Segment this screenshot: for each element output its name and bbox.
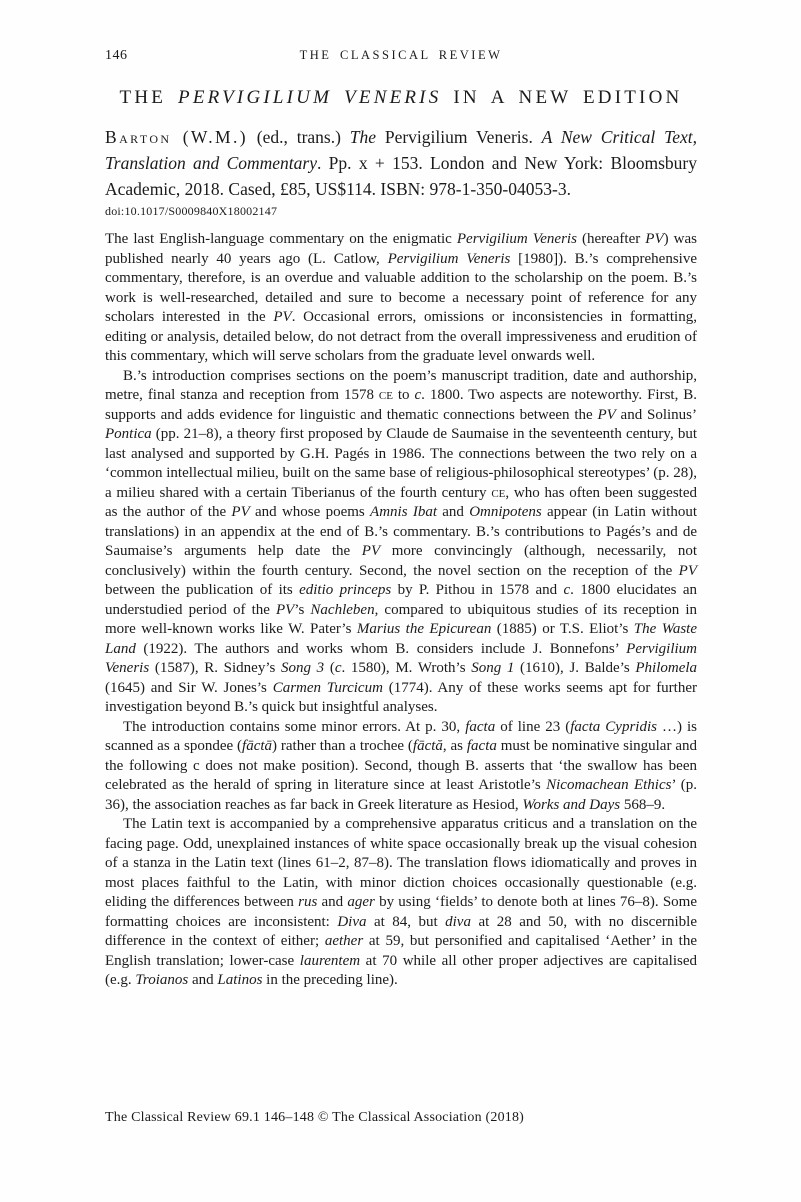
plain-text: and whose poems <box>249 504 371 520</box>
plain-text: ( <box>324 660 335 676</box>
italic-text: Amnis Ibat <box>370 504 437 520</box>
italic-text: Nicomachean Ethics <box>546 777 672 793</box>
plain-text: ’ (p. 36), the association reaches as far back in Greek literature as Hesiod, <box>105 777 697 813</box>
plain-text: …) is scanned as a spondee ( <box>105 718 697 754</box>
plain-text: of line 23 ( <box>495 718 571 735</box>
italic-text: PV <box>645 231 664 247</box>
page-footer <box>105 1110 524 1126</box>
italic-text: ager <box>347 894 375 910</box>
plain-text: , who has often been suggested as the author of the <box>105 484 697 520</box>
review-title <box>105 87 697 109</box>
plain-text: B.’s introduction comprises sections on the poem’s manuscript tradition, date and authorship, metre, final stanza and reception from 1578 <box>105 367 697 403</box>
page-header <box>105 48 697 66</box>
italic-text: editio princeps <box>299 582 392 598</box>
italic-text: Nachleben <box>310 601 375 618</box>
plain-text: (1885) or T.S. Eliot’s <box>491 621 634 637</box>
italic-text: facta <box>465 718 496 735</box>
plain-text: . 1580), M. Wroth’s <box>341 660 472 676</box>
italic-text: PV <box>275 601 295 618</box>
paragraph <box>105 718 697 816</box>
italic-text: Latinos <box>217 972 263 988</box>
italic-text: The <box>349 127 377 147</box>
italic-text: Omnipotens <box>469 504 542 520</box>
italic-text: fāctā <box>242 738 273 754</box>
plain-text: The Latin text is accompanied by a comprehensive apparatus criticus and a translation on the facing page. Odd, unexplained instances of white space occasionally break up the visual cohesion of a stanza in the Latin text (lines 61–2, 87–8). The translation flows idiomatically and proves in most places faithful to the Latin, with minor diction choices occasionally questionable (e.g. eliding the differences between <box>105 816 697 910</box>
italic-text: Diva <box>337 913 367 930</box>
plain-text: to <box>392 387 415 403</box>
smallcaps-text: ce <box>491 484 506 501</box>
italic-text: aether <box>324 933 364 949</box>
plain-text: ) rather than a trochee ( <box>272 738 413 754</box>
page-content <box>105 48 697 991</box>
plain-text: (hereafter <box>576 231 646 247</box>
plain-text: (1922). The authors and works whom B. considers include J. Bonnefons’ <box>135 640 627 657</box>
italic-text: A New Critical Text, Translation and Commentary <box>105 127 697 173</box>
italic-text: PV <box>361 543 381 559</box>
plain-text: ) was published nearly 40 years ago (L. Catlow, <box>105 231 697 267</box>
italic-text: Carmen Turcicum <box>272 679 383 696</box>
plain-text: at 59, but personified and capitalised ‘Aether’ in the English translation; lower-case <box>105 933 697 969</box>
italic-text: Pervigilium Veneris <box>456 231 577 247</box>
plain-text: in the preceding line). <box>262 972 398 988</box>
plain-text: IN A NEW EDITION <box>441 87 683 108</box>
imprint-text: The Classical Review 69.1 146–148 © The Classical Association (2018) <box>105 1110 525 1125</box>
italic-text: PERVIGILIUM VENERIS <box>178 87 442 108</box>
italic-text: rus <box>298 894 318 910</box>
italic-text: facta <box>466 738 497 754</box>
plain-text: (1587), R. Sidney’s <box>149 660 281 676</box>
plain-text: [1980]). B.’s comprehensive commentary, therefore, is an overdue and valuable addition to the scholarship on the poem. B.’s work is well-researched, detailed and sure to become a necessary point of reference for any scholars interested in the <box>105 250 697 325</box>
plain-text: by P. Pithou in 1578 and <box>391 582 564 598</box>
paragraph <box>105 230 697 367</box>
plain-text: . Occasional errors, omissions or inconsistencies in formatting, editing or analysis, detailed below, do not detract from the overall impressiveness and erudition of this commentary, which will serve scholars from the graduate level onwards well. <box>105 309 697 364</box>
italic-text: facta Cypridis <box>570 718 657 735</box>
italic-text: Pontica <box>105 426 152 442</box>
italic-text: Song 3 <box>281 660 325 676</box>
plain-text: The introduction contains some minor errors. At p. 30, <box>123 718 466 735</box>
plain-text: and <box>317 894 348 910</box>
plain-text: . Pp. x + 153. London and New York: Bloomsbury Academic, 2018. Cased, £85, US$114. ISBN: 978-1-350-04053-3. <box>105 153 697 199</box>
italic-text: diva <box>445 913 471 930</box>
plain-text: 568–9. <box>620 796 666 813</box>
italic-text: c <box>414 387 422 403</box>
plain-text: . 1800 elucidates an understudied period of the <box>105 582 697 618</box>
plain-text: (pp. 21–8), a theory first proposed by Claude de Saumaise in the seventeenth century, but last analysed and supported by G.H. Pagés in 1986. The connections between the two rely on a ‘common intellectual milieu, built on the same base of religious-philosophical stereotypes’ (p. 28), a milieu shared with a certain Tiberianus of the fourth century <box>105 426 697 501</box>
plain-text: , compared to ubiquitous studies of its reception in more well-known works like W. Pater’s <box>105 601 697 637</box>
italic-text: c <box>563 582 571 598</box>
paragraph <box>105 815 697 991</box>
italic-text: PV <box>597 406 616 423</box>
italic-text: Pervigilium Veneris <box>105 640 697 676</box>
plain-text: THE <box>119 87 179 108</box>
plain-text: must be nominative singular and the following c does not make position). Second, though B. asserts that ‘the swallow has been celebrated as the herald of spring in literature since at least Aristotle’s <box>105 738 697 793</box>
italic-text: PV <box>231 504 250 520</box>
plain-text: , as <box>442 738 467 754</box>
plain-text: at 70 while all other proper adjectives are capitalised (e.g. <box>105 952 698 988</box>
italic-text: The Waste Land <box>105 621 698 657</box>
plain-text: . 1800. Two aspects are noteworthy. First, B. supports and adds evidence for linguistic and thematic connections between the <box>105 387 697 423</box>
plain-text: more convincingly (although, necessarily, not conclusively) within the fourth century. Second, the novel section on the reception of the <box>105 543 697 579</box>
plain-text: (ed., trans.) <box>247 127 350 147</box>
italic-text: laurentem <box>299 952 361 969</box>
plain-text: (1610), J. Balde’s <box>514 660 636 676</box>
italic-text: Marius the Epicurean <box>356 621 492 637</box>
plain-text: appear (in Latin without translations) in an appendix at the end of B.’s commentary. B.’s contributions to Pagés’s and de Saumaise’s arguments help date the <box>105 504 697 559</box>
plain-text: (1645) and Sir W. Jones’s <box>105 679 273 696</box>
italic-text: Works and Days <box>522 796 621 813</box>
plain-text: and <box>436 504 470 520</box>
italic-text: Pervigilium Veneris <box>387 250 511 267</box>
plain-text: at 84, but <box>366 913 446 930</box>
smallcaps-text: Barton (W.M.) <box>105 127 248 147</box>
running-title: THE CLASSICAL REVIEW <box>299 48 503 62</box>
italic-text: Troianos <box>135 972 189 988</box>
italic-text: PV <box>678 562 697 579</box>
page-number: 146 <box>105 48 128 63</box>
plain-text: ’s <box>294 601 311 618</box>
italic-text: Song 1 <box>471 660 515 676</box>
plain-text: between the publication of its <box>105 582 300 598</box>
paragraph <box>105 367 697 718</box>
plain-text: at 28 and 50, with no discernible difference in the context of either; <box>105 913 697 949</box>
italic-text: c <box>334 660 342 676</box>
plain-text: The last English-language commentary on the enigmatic <box>105 231 457 247</box>
plain-text: Pervigilium Veneris. <box>376 127 542 147</box>
plain-text: and Solinus’ <box>615 406 697 423</box>
plain-text: (1774). Any of these works seems apt for further investigation beyond B.’s quick but insightful analyses. <box>105 679 697 715</box>
italic-text: PV <box>273 309 292 325</box>
article-body <box>105 230 697 991</box>
italic-text: fāctă <box>412 738 443 754</box>
doi-line: doi:10.1017/S0009840X18002147 <box>105 204 278 218</box>
book-citation <box>105 124 697 202</box>
smallcaps-text: ce <box>378 387 393 403</box>
plain-text: by using ‘fields’ to denote both at lines 76–8). Some formatting choices are inconsistent: <box>105 894 697 930</box>
italic-text: Philomela <box>635 660 698 676</box>
plain-text: and <box>188 972 218 988</box>
